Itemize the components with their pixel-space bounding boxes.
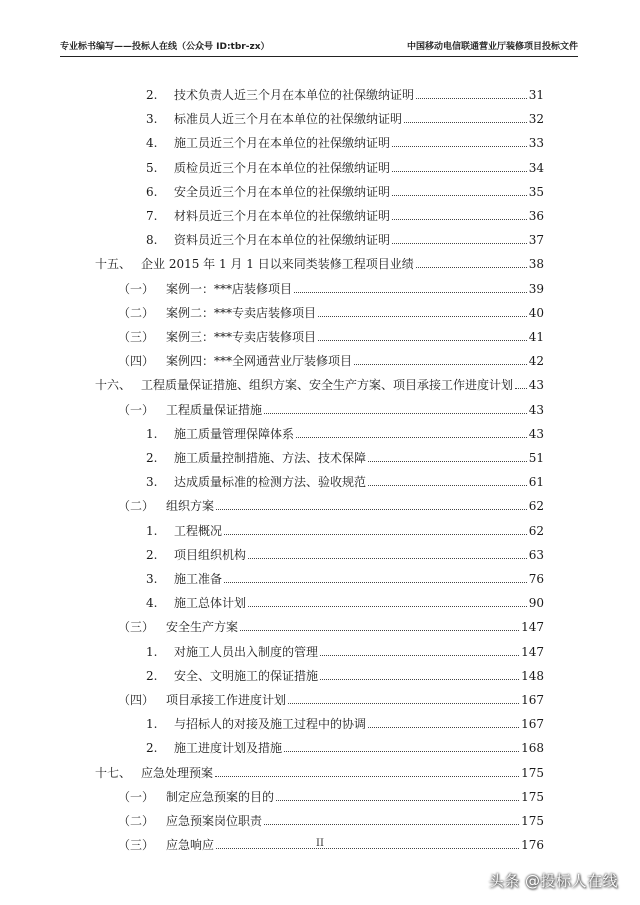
- toc-entry-number: （四）: [118, 354, 155, 369]
- toc-entry-page: 42: [528, 354, 544, 369]
- toc-entry[interactable]: [95, 376, 544, 392]
- toc-entry-number: （三）: [118, 620, 155, 635]
- toc-entry-title: 企业 2015 年 1 月 1 日以来同类装修工程项目业绩: [141, 257, 414, 272]
- toc-entry-title: 技术负责人近三个月在本单位的社保缴纳证明: [174, 88, 415, 102]
- toc-leader-dots: [215, 776, 519, 777]
- toc-entry-number: 1.: [146, 426, 158, 441]
- toc-entry[interactable]: [146, 86, 544, 102]
- toc-entry-page: 32: [528, 112, 544, 127]
- toc-leader-dots: [416, 98, 527, 99]
- toc-leader-dots: [276, 800, 519, 801]
- toc-entry-page: 147: [521, 644, 544, 659]
- toc-leader-dots: [224, 534, 527, 535]
- toc-entry-title: 安全、文明施工的保证措施: [174, 668, 319, 683]
- toc-entry-page: 41: [528, 330, 544, 344]
- toc-leader-dots: [294, 292, 527, 293]
- toc-entry-number: （四）: [118, 693, 155, 707]
- toc-entry-number: （二）: [118, 499, 155, 514]
- toc-entry[interactable]: [146, 667, 544, 683]
- toc-leader-dots: [368, 485, 527, 486]
- toc-entry[interactable]: [146, 425, 544, 441]
- toc-entry-page: 43: [528, 378, 544, 393]
- toc-entry[interactable]: [118, 618, 544, 634]
- toc-entry[interactable]: [146, 715, 544, 731]
- toc-entry[interactable]: [118, 401, 544, 417]
- toc-leader-dots: [368, 461, 527, 462]
- toc-entry[interactable]: [95, 255, 544, 271]
- toc-entry-page: 35: [528, 184, 544, 199]
- toc-entry-page: 43: [528, 426, 544, 441]
- toc-entry-page: 33: [528, 136, 544, 151]
- toc-entry-title: 工程质量保证措施、组织方案、安全生产方案、项目承接工作进度计划: [141, 378, 514, 393]
- toc-leader-dots: [248, 606, 527, 607]
- toc-entry-number: 十七、: [95, 765, 132, 780]
- toc-entry-number: （一）: [118, 789, 155, 804]
- toc-entry-number: 2.: [146, 88, 158, 102]
- toc-entry[interactable]: [118, 280, 544, 296]
- toc-entry[interactable]: [118, 788, 544, 804]
- toc-leader-dots: [404, 122, 527, 123]
- toc-entry-title: 达成质量标准的检测方法、验收规范: [174, 475, 367, 490]
- toc-entry-number: （二）: [118, 305, 155, 320]
- toc-leader-dots: [248, 558, 527, 559]
- toc-entry-number: 十五、: [95, 257, 132, 272]
- toc-entry-page: 40: [528, 305, 544, 320]
- watermark: 头条 @投标人在线: [488, 872, 618, 890]
- toc-entry[interactable]: [146, 522, 544, 538]
- toc-entry-title: 材料员近三个月在本单位的社保缴纳证明: [174, 209, 391, 223]
- toc-entry[interactable]: [146, 594, 544, 610]
- toc-entry-title: 应急响应: [166, 838, 215, 853]
- toc-entry[interactable]: [118, 497, 544, 513]
- toc-entry[interactable]: [146, 110, 544, 126]
- toc-entry[interactable]: [118, 352, 544, 368]
- toc-leader-dots: [354, 364, 527, 365]
- toc-entry[interactable]: [118, 691, 544, 707]
- toc-entry-title: 工程概况: [174, 523, 223, 538]
- toc-leader-dots: [392, 243, 527, 244]
- toc-entry-number: 4.: [146, 136, 158, 151]
- header-right-text: 中国移动电信联通营业厅装修项目投标文件: [406, 42, 578, 52]
- toc-entry-title: 应急预案岗位职责: [166, 814, 263, 828]
- toc-leader-dots: [264, 413, 527, 414]
- toc-entry-page: 63: [528, 547, 544, 562]
- toc-entry-number: 2.: [146, 547, 158, 562]
- page-number: II: [316, 838, 324, 849]
- toc-entry-number: 1.: [146, 717, 158, 732]
- toc-entry-page: 175: [521, 765, 544, 780]
- toc-entry[interactable]: [146, 231, 544, 247]
- header-left-text: 专业标书编写——投标人在线（公众号 ID:tbr-zx）: [60, 42, 270, 52]
- toc-entry[interactable]: [118, 812, 544, 828]
- toc-entry[interactable]: [146, 473, 544, 489]
- toc-entry-title: 案例二：***专卖店装修项目: [166, 305, 317, 320]
- toc-entry[interactable]: [118, 304, 544, 320]
- toc-entry-title: 施工质量管理保障体系: [174, 426, 295, 441]
- toc-entry[interactable]: [146, 643, 544, 659]
- toc-entry-title: 组织方案: [166, 499, 215, 514]
- toc-entry-number: 十六、: [95, 378, 132, 393]
- toc-entry[interactable]: [146, 570, 544, 586]
- toc-entry-title: 制定应急预案的目的: [166, 789, 275, 804]
- toc-entry-page: 31: [528, 88, 544, 102]
- toc-entry-title: 与招标人的对接及施工过程中的协调: [174, 717, 367, 732]
- toc-entry-title: 案例四：***全网通营业厅装修项目: [166, 354, 353, 369]
- toc-entry-number: 8.: [146, 233, 158, 248]
- toc-leader-dots: [264, 824, 519, 825]
- toc-entry-page: 90: [528, 596, 544, 611]
- toc-entry[interactable]: [146, 546, 544, 562]
- toc-entry[interactable]: [146, 134, 544, 150]
- toc-entry-number: 3.: [146, 572, 158, 586]
- toc-entry-number: 7.: [146, 209, 158, 223]
- toc-entry-number: 6.: [146, 184, 158, 199]
- toc-entry[interactable]: [146, 449, 544, 465]
- toc-entry-number: 1.: [146, 523, 158, 538]
- toc-entry-title: 资料员近三个月在本单位的社保缴纳证明: [174, 233, 391, 248]
- toc-entry-number: 2.: [146, 451, 158, 465]
- toc-entry-page: 38: [528, 257, 544, 272]
- toc-entry-page: 62: [528, 523, 544, 538]
- toc-entry-number: 2.: [146, 668, 158, 683]
- toc-entry-title: 标准员人近三个月在本单位的社保缴纳证明: [174, 112, 403, 127]
- toc-entry-title: 案例三：***专卖店装修项目: [166, 330, 317, 344]
- toc-entry-number: 1.: [146, 644, 158, 659]
- toc-entry-page: 176: [521, 838, 544, 853]
- toc-leader-dots: [515, 388, 527, 389]
- toc-entry-title: 项目组织机构: [174, 547, 247, 562]
- toc-entry-page: 61: [528, 475, 544, 490]
- toc-entry-title: 施工准备: [174, 572, 223, 586]
- toc-entry-number: 5.: [146, 160, 158, 175]
- toc-leader-dots: [392, 219, 527, 220]
- toc-entry-page: 43: [528, 402, 544, 417]
- toc-entry[interactable]: [118, 328, 544, 344]
- toc-entry-title: 质检员近三个月在本单位的社保缴纳证明: [174, 160, 391, 175]
- toc-entry-title: 案例一：***店装修项目: [166, 281, 293, 296]
- toc-leader-dots: [240, 630, 519, 631]
- toc-leader-dots: [296, 437, 527, 438]
- toc-leader-dots: [368, 727, 519, 728]
- toc-entry-title: 施工总体计划: [174, 596, 247, 611]
- toc-entry-page: 34: [528, 160, 544, 175]
- toc-entry-page: 148: [521, 668, 544, 683]
- toc-entry-number: （二）: [118, 814, 155, 828]
- toc-entry-title: 工程质量保证措施: [166, 402, 263, 417]
- toc-entry-number: 3.: [146, 112, 158, 127]
- toc-leader-dots: [284, 751, 519, 752]
- toc-entry-number: （三）: [118, 838, 155, 853]
- toc-entry-number: 2.: [146, 741, 158, 756]
- toc-entry[interactable]: [95, 764, 544, 780]
- toc-leader-dots: [318, 316, 527, 317]
- toc-leader-dots: [416, 267, 527, 268]
- toc-leader-dots: [288, 703, 519, 704]
- toc-leader-dots: [320, 655, 519, 656]
- toc-entry-title: 应急处理预案: [141, 765, 214, 780]
- toc-entry-title: 安全员近三个月在本单位的社保缴纳证明: [174, 184, 391, 199]
- toc-leader-dots: [392, 146, 527, 147]
- toc-entry[interactable]: [146, 207, 544, 223]
- toc-entry[interactable]: [146, 183, 544, 199]
- toc-entry-page: 167: [521, 717, 544, 732]
- toc-leader-dots: [392, 171, 527, 172]
- toc-entry-page: 175: [521, 789, 544, 804]
- toc-entry-title: 施工员近三个月在本单位的社保缴纳证明: [174, 136, 391, 151]
- toc-entry-page: 167: [521, 693, 544, 707]
- toc-entry-page: 175: [521, 814, 544, 828]
- toc-entry-title: 施工质量控制措施、方法、技术保障: [174, 451, 367, 465]
- toc-entry-page: 36: [528, 209, 544, 223]
- toc-entry-page: 76: [528, 572, 544, 586]
- toc-entry-page: 39: [528, 281, 544, 296]
- toc-entry[interactable]: [146, 159, 544, 175]
- toc-leader-dots: [216, 509, 527, 510]
- toc-leader-dots: [318, 340, 527, 341]
- toc-entry-number: （一）: [118, 281, 155, 296]
- toc-entry-page: 37: [528, 233, 544, 248]
- toc-entry-number: 3.: [146, 475, 158, 490]
- toc-entry-title: 施工进度计划及措施: [174, 741, 283, 756]
- toc-entry-page: 62: [528, 499, 544, 514]
- toc-entry[interactable]: [146, 739, 544, 755]
- toc-entry-title: 项目承接工作进度计划: [166, 693, 287, 707]
- toc-leader-dots: [392, 195, 527, 196]
- toc-entry-title: 安全生产方案: [166, 620, 239, 635]
- toc-entry-number: （一）: [118, 402, 155, 417]
- toc-entry-number: 4.: [146, 596, 158, 611]
- toc-entry-page: 51: [528, 451, 544, 465]
- toc-entry-page: 147: [521, 620, 544, 635]
- toc-entry-number: （三）: [118, 330, 155, 344]
- toc-entry-title: 对施工人员出入制度的管理: [174, 644, 319, 659]
- toc-leader-dots: [320, 679, 519, 680]
- toc-entry-page: 168: [521, 741, 544, 756]
- toc-leader-dots: [224, 582, 527, 583]
